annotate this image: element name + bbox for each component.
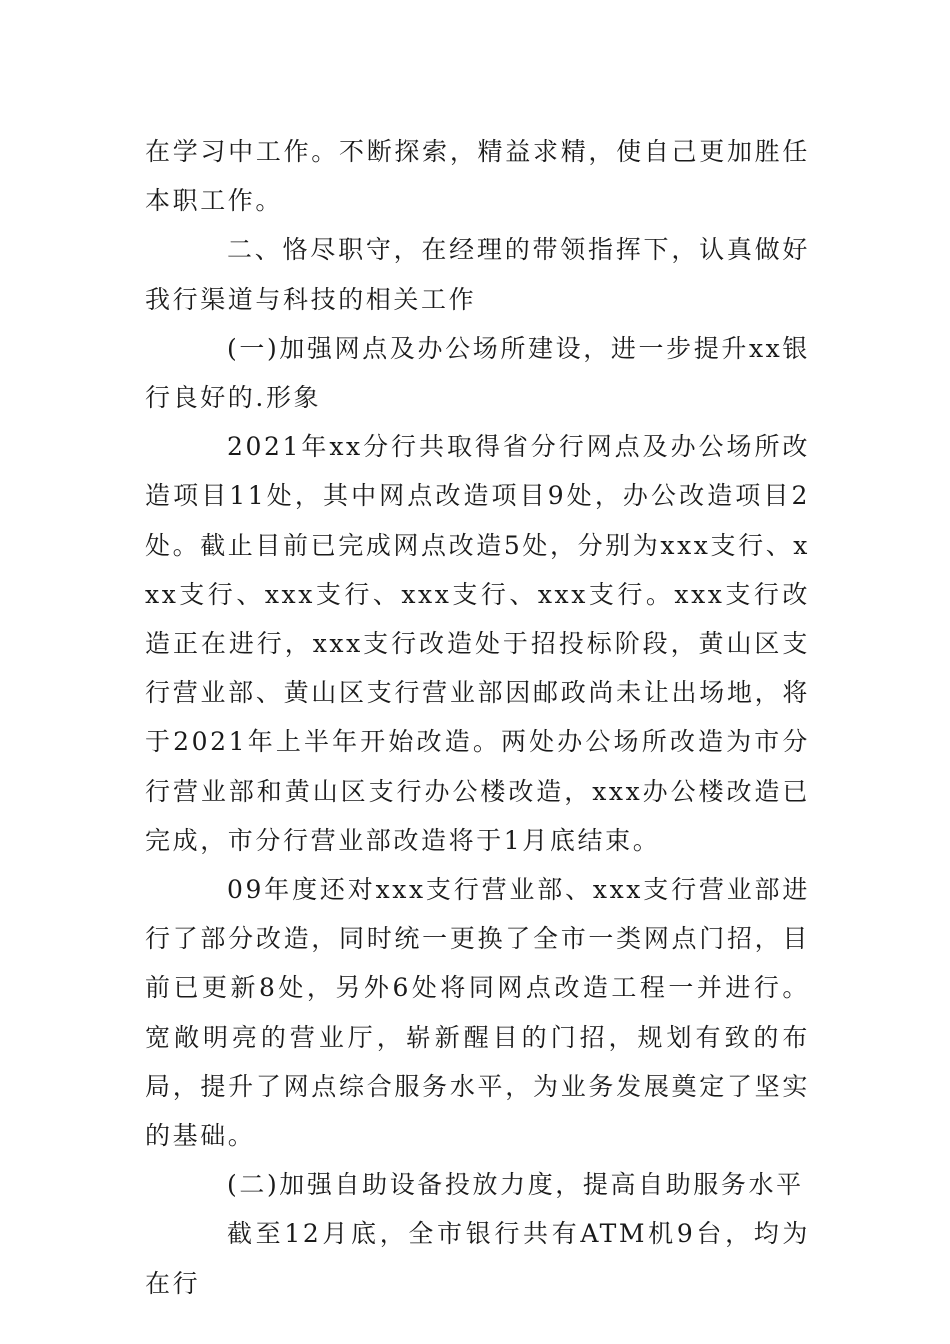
paragraph-renovation-projects: 2021年xx分行共取得省分行网点及办公场所改造项目11处，其中网点改造项目9处，办公改造项目2处。截止目前已完成网点改造5处，分别为xxx支行、xxx支行、xxx支行、xxx支行、xxx支行。xxx支行改造正在进行，xxx支行改造处于招投标阶段，黄山区支行营业部、黄山区支行营业部因邮政尚未让出场地，将于2021年上半年开始改造。两处办公场所改造为市分行营业部和黄山区支行办公楼改造，xxx办公楼改造已完成，市分行营业部改造将于1月底结束。 — [145, 432, 810, 855]
document-body — [145, 127, 810, 1308]
paragraph-signage-update: 09年度还对xxx支行营业部、xxx支行营业部进行了部分改造，同时统一更换了全市一类网点门招，目前已更新8处，另外6处将同网点改造工程一并进行。宽敞明亮的营业厅，崭新醒目的门招，规划有致的布局，提升了网点综合服务水平，为业务发展奠定了坚实的基础。 — [145, 875, 810, 1151]
paragraph-atm-count: 截至12月底，全市银行共有ATM机9台，均为在行 — [145, 1219, 810, 1298]
subsection-heading-two: (二)加强自助设备投放力度，提高自助服务水平 — [227, 1170, 804, 1200]
section-heading-two: 二、恪尽职守，在经理的带领指挥下，认真做好我行渠道与科技的相关工作 — [145, 235, 810, 314]
paragraph-continuation: 在学习中工作。不断探索，精益求精，使自己更加胜任本职工作。 — [145, 137, 810, 216]
subsection-heading-one: (一)加强网点及办公场所建设，进一步提升xx银行良好的.形象 — [145, 333, 810, 413]
